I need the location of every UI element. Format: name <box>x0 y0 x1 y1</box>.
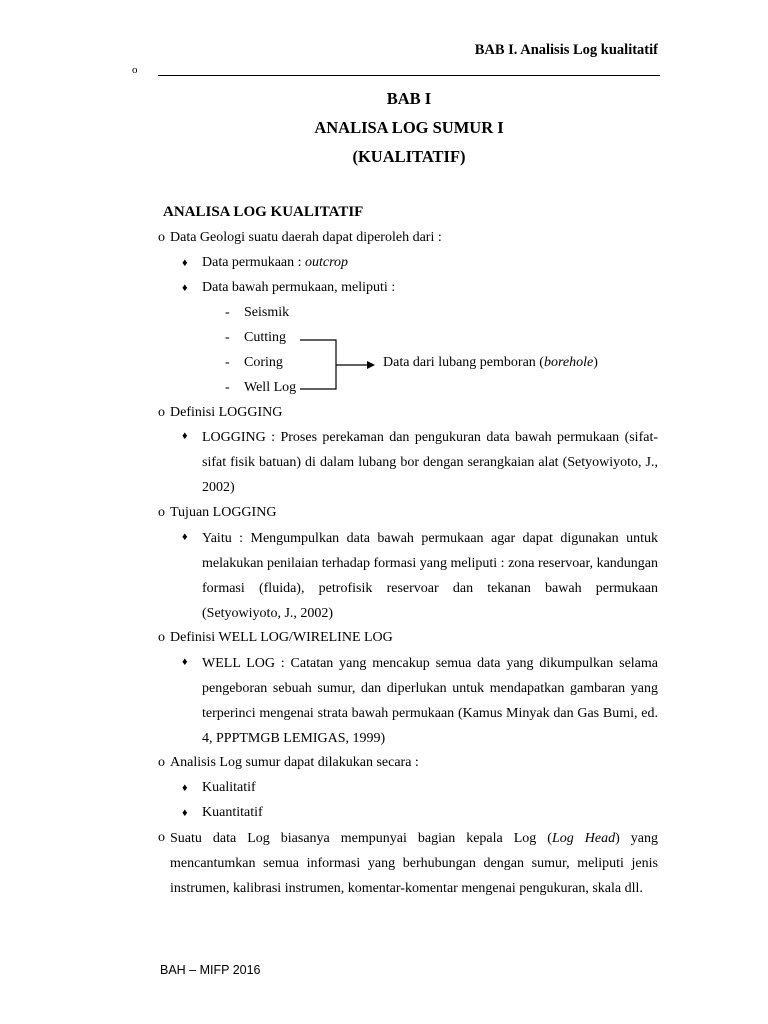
list-item-analisis <box>158 755 419 771</box>
diamond-bullet-icon: ♦ <box>182 257 188 269</box>
diamond-bullet-icon: ♦ <box>182 430 188 442</box>
log-head-text: Suatu data Log biasanya mempunyai bagian kepala Log ( <box>170 831 552 846</box>
running-header: BAB I. Analisis Log kualitatif <box>474 42 658 58</box>
paragraph-well-log: WELL LOG : Catatan yang mencakup semua data yang dikumpulkan selama pengeboran sebuah sumur, dan diperlukan untuk mendapatkan gambaran yang terperinci mengenai strata bawah permukaan (Kamus Minyak dan Gas Bumi, ed. 4, PPPTMGB LEMIGAS, 1999) <box>202 656 658 746</box>
chapter-subtitle: ANALISA LOG SUMUR I <box>314 118 504 137</box>
dash-marker: - <box>225 355 230 370</box>
chapter-title: BAB I <box>386 89 432 108</box>
diamond-bullet-icon: ♦ <box>182 531 188 543</box>
bracket-line <box>300 340 336 389</box>
dash-marker: - <box>225 330 230 345</box>
bullet-kuantitatif <box>182 805 263 821</box>
list-item-text: Definisi LOGGING <box>170 405 283 420</box>
diamond-bullet-icon: ♦ <box>182 282 188 294</box>
list-marker: o <box>158 630 165 645</box>
arrow-head-icon <box>367 361 375 369</box>
list-item-text: Data Geologi suatu daerah dapat diperoleh dari : <box>170 230 442 245</box>
list-marker: o <box>158 755 165 770</box>
dash-item-text: Seismik <box>244 305 290 320</box>
list-item-text: Tujuan LOGGING <box>170 505 277 520</box>
list-item-text: Analisis Log sumur dapat dilakukan secara : <box>170 755 419 770</box>
section-heading: ANALISA LOG KUALITATIF <box>163 204 364 220</box>
bullet-emphasis: outcrop <box>305 255 349 270</box>
log-head-emphasis: Log Head <box>551 831 616 846</box>
paragraph-logging: LOGGING : Proses perekaman dan pengukuran data bawah permukaan (sifat-sifat fisik batuan) di dalam lubang bor dengan serangkaian alat (Setyowiyoto, J., 2002) <box>202 430 658 495</box>
list-item-tujuan-logging <box>158 505 276 521</box>
bullet-text: Data permukaan : <box>202 255 306 270</box>
bracket-label <box>383 355 598 371</box>
paragraph-log-head <box>170 826 658 901</box>
diamond-bullet-icon: ♦ <box>182 782 188 794</box>
dash-marker: - <box>225 305 230 320</box>
bullet-text: Kuantitatif <box>202 805 263 820</box>
paragraph-tujuan: Yaitu : Mengumpulkan data bawah permukaan agar dapat digunakan untuk melakukan penilaian terhadap formasi yang meliputi : zona reservoar, kandungan formasi (fluida), petrofisik reservoar dan tekanan bawah permukaan (Setyowiyoto, J., 2002) <box>202 531 658 621</box>
bracket-label-emphasis: borehole <box>543 355 594 370</box>
bullet-kualitatif <box>182 780 256 796</box>
dash-item-text: Coring <box>244 355 283 370</box>
bracket-label-text: Data dari lubang pemboran ( <box>383 355 544 370</box>
page-footer: BAH – MIFP 2016 <box>160 963 261 977</box>
log-head-text-rest: ) yang mencantumkan semua informasi yang berhubungan dengan sumur, meliputi jenis instrumen, kalibrasi instrumen, komentar-komentar mengenai pengukuran, skala dll. <box>170 831 658 896</box>
dash-item-text: Cutting <box>244 330 287 345</box>
diamond-bullet-icon: ♦ <box>182 656 188 668</box>
chapter-qualifier: (KUALITATIF) <box>352 147 466 166</box>
list-item-text: Definisi WELL LOG/WIRELINE LOG <box>170 630 393 645</box>
diamond-bullet-icon: ♦ <box>182 807 188 819</box>
list-item-definisi-logging <box>158 405 282 421</box>
list-marker: o <box>158 230 165 245</box>
stray-mark: o <box>132 64 138 76</box>
bullet-text: Kualitatif <box>202 780 256 795</box>
list-item-definisi-well-log <box>158 630 393 646</box>
list-marker: o <box>158 830 165 845</box>
dash-marker: - <box>225 380 230 395</box>
bullet-text: Data bawah permukaan, meliputi : <box>202 280 396 295</box>
list-marker: o <box>158 405 165 420</box>
dash-item-text: Well Log <box>244 380 297 395</box>
list-marker: o <box>158 505 165 520</box>
bracket-label-suffix: ) <box>593 355 598 370</box>
